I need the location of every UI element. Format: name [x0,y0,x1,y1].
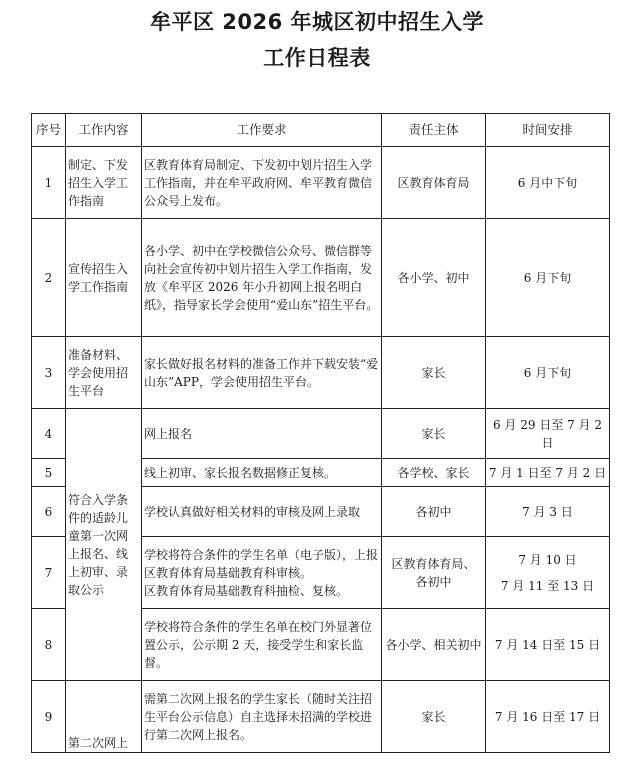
header-no: 序号 [32,114,66,147]
row-requirement: 学校认真做好相关材料的审核及网上录取 [142,487,382,537]
row-time: 6 月 29 日至 7 月 2 日 [486,409,610,459]
row-owner: 区教育体育局 [382,147,486,219]
row-time: 6 月中下旬 [486,147,610,219]
owner-line: 区教育体育局、 [391,556,476,571]
merged-content-cell: 符合入学条件的适龄儿童第一次网上报名、线上初审、录取公示 [66,409,142,681]
row-no: 2 [32,219,66,337]
row-owner: 各学校、家长 [382,459,486,487]
row-owner: 家长 [382,409,486,459]
row-content: 宣传招生入学工作指南 [66,219,142,337]
row-time: 7 月 16 日至 17 日 [486,681,610,753]
owner-line: 各初中 [415,574,452,589]
header-content: 工作内容 [66,114,142,147]
table-row [32,681,610,753]
row-owner: 各小学、初中 [382,219,486,337]
row-requirement: 学校将符合条件的学生名单在校门外显著位置公示，公示期 2 天，接受学生和家长监督。 [142,609,382,681]
row-requirement: 家长做好报名材料的准备工作并下载安装“爱山东”APP，学会使用招生平台。 [142,337,382,409]
table-header-row [32,114,610,147]
row-no: 8 [32,609,66,681]
table-row [32,219,610,337]
row-requirement [142,537,382,609]
row-requirement: 区教育体育局制定、下发初中划片招生入学工作指南，并在牟平政府网、牟平教育微信公众号上发布。 [142,147,382,219]
row-no: 4 [32,409,66,459]
page-title-line1: 牟平区 2026 年城区初中招生入学 [149,10,485,34]
row-content: 第二次网上 [66,681,142,753]
row-no: 9 [32,681,66,753]
table-row [32,409,610,459]
requirement-line: 区教育体育局基础教育科抽检、复核。 [144,583,349,598]
row-time: 6 月下旬 [486,219,610,337]
page-title-line2: 工作日程表 [263,46,371,70]
row-owner: 家长 [382,681,486,753]
header-time: 时间安排 [486,114,610,147]
table-row [32,147,610,219]
table-row [32,337,610,409]
schedule-table [31,113,610,753]
time-line: 7 月 10 日 [518,552,577,567]
row-no: 5 [32,459,66,487]
row-owner: 各初中 [382,487,486,537]
row-requirement: 网上报名 [142,409,382,459]
header-owner: 责任主体 [382,114,486,147]
requirement-line: 学校将符合条件的学生名单（电子版），上报区教育体育局基础教育科审核。 [144,547,379,580]
row-no: 7 [32,537,66,609]
row-owner: 各小学、相关初中 [382,609,486,681]
row-no: 1 [32,147,66,219]
row-owner [382,537,486,609]
row-time [486,537,610,609]
header-requirement: 工作要求 [142,114,382,147]
row-time: 7 月 1 日至 7 月 2 日 [486,459,610,487]
row-content: 制定、下发招生入学工作指南 [66,147,142,219]
row-time: 7 月 3 日 [486,487,610,537]
row-content: 准备材料、学会使用招生平台 [66,337,142,409]
row-requirement: 需第二次网上报名的学生家长（随时关注招生平台公示信息）自主选择未招满的学校进行第二次网上报名。 [142,681,382,753]
row-owner: 家长 [382,337,486,409]
row-requirement: 各小学、初中在学校微信公众号、微信群等向社会宣传初中划片招生入学工作指南，发放《牟平区 2026 年小升初网上报名明白纸》，指导家长学会使用“爱山东”招生平台。 [142,219,382,337]
row-requirement: 线上初审、家长报名数据修正复核。 [142,459,382,487]
row-no: 3 [32,337,66,409]
row-time: 6 月下旬 [486,337,610,409]
row-no: 6 [32,487,66,537]
time-line: 7 月 11 至 13 日 [500,578,595,593]
row-time: 7 月 14 日至 15 日 [486,609,610,681]
